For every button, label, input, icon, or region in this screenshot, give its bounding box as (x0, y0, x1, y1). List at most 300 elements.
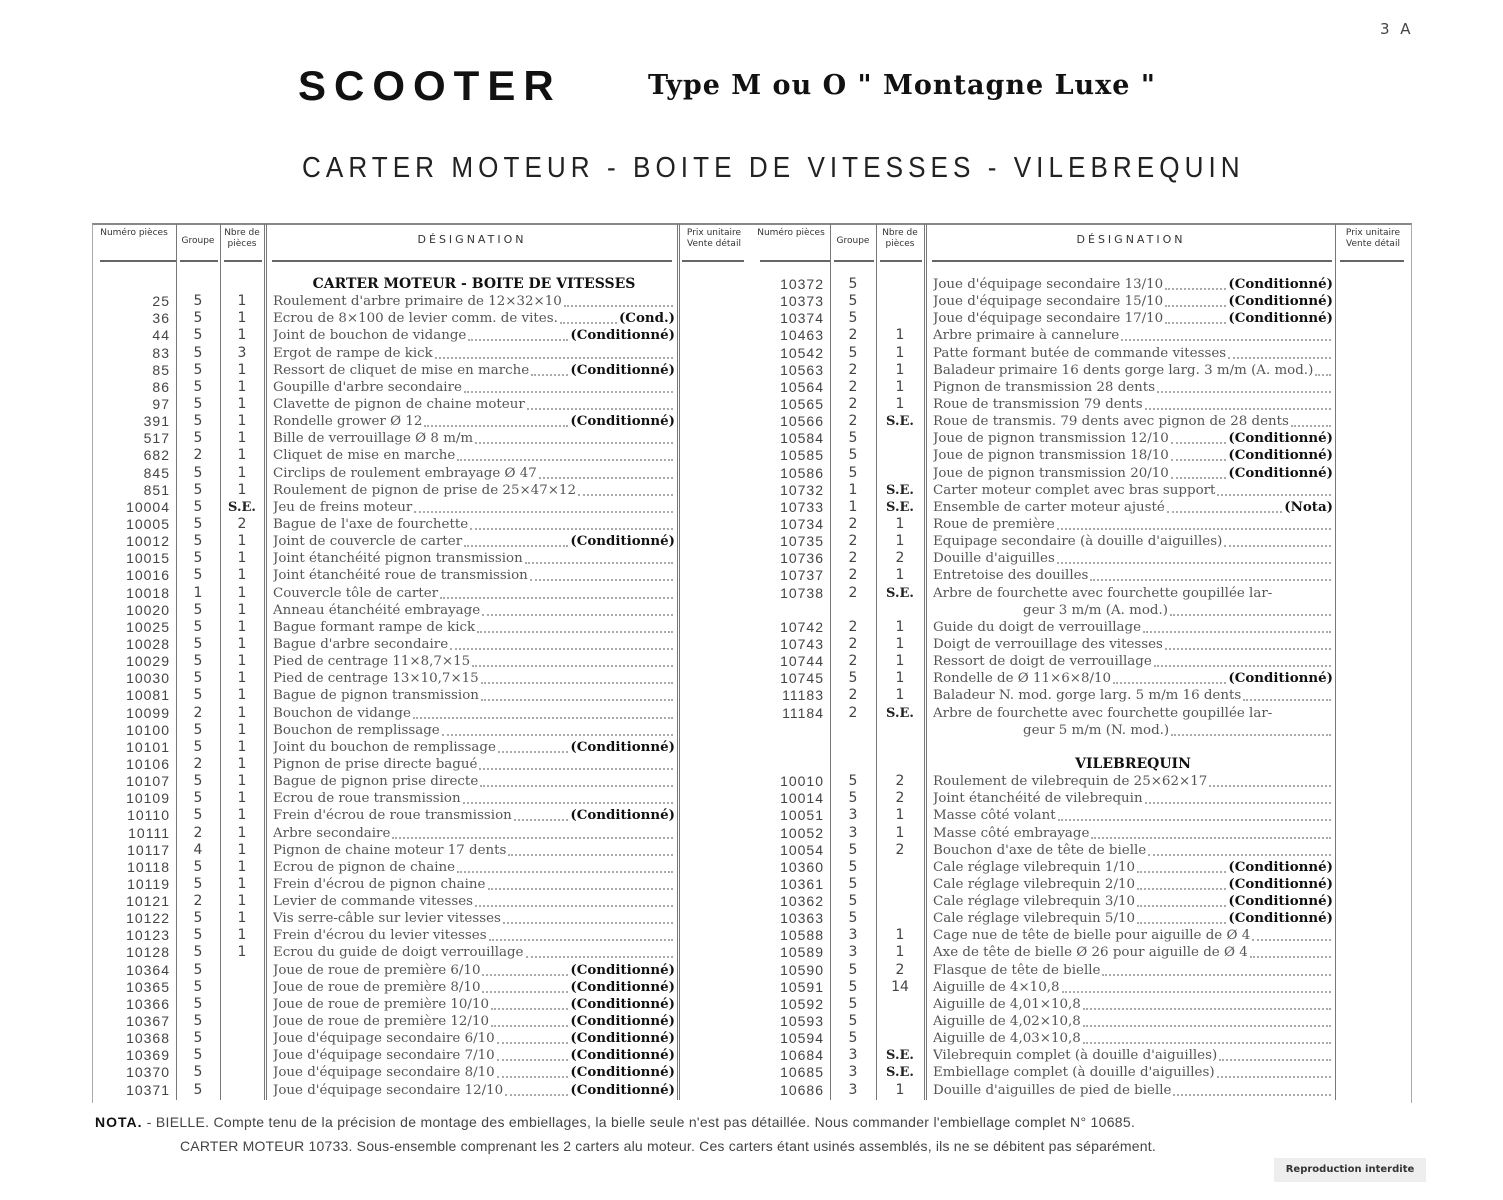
leader-dots (475, 430, 673, 444)
group: 2 (848, 327, 858, 344)
designation (273, 276, 675, 293)
designation (273, 636, 675, 653)
leader-dots (1171, 465, 1227, 479)
group: 5 (193, 1047, 203, 1064)
designation (273, 293, 675, 310)
designation (933, 1047, 1333, 1064)
quantity: 1 (237, 858, 247, 875)
quantity: 2 (895, 773, 905, 790)
group: 3 (848, 824, 858, 841)
leader-dots (497, 1047, 569, 1061)
designation (273, 1013, 675, 1030)
leader-dots (505, 1082, 568, 1096)
leader-dots (1170, 602, 1331, 616)
condition-note: (Conditionné) (1228, 910, 1333, 927)
quantity: 1 (895, 533, 905, 550)
designation-text: Doigt de verrouillage des vitesses (933, 636, 1163, 652)
leader-dots (482, 602, 673, 616)
table-row (92, 1082, 750, 1099)
designation (273, 396, 675, 413)
condition-note: (Conditionné) (1228, 893, 1333, 910)
group: 3 (848, 1047, 858, 1064)
leader-dots (530, 567, 673, 581)
group: 2 (848, 515, 858, 532)
condition-note: (Conditionné) (1228, 447, 1333, 464)
table-row (92, 687, 750, 704)
leader-dots (481, 687, 673, 701)
condition-note: (Conditionné) (570, 413, 675, 430)
designation (933, 413, 1333, 430)
part-number: 10106 (126, 755, 170, 772)
designation-text: Pied de centrage 13×10,7×15 (273, 671, 479, 687)
table-row (752, 687, 1410, 704)
table-row (752, 670, 1410, 687)
group: 5 (193, 944, 203, 961)
designation-text: Cale réglage vilebrequin 5/10 (933, 911, 1135, 927)
leader-dots (1228, 345, 1331, 359)
designation (933, 910, 1333, 927)
group: 2 (848, 413, 858, 430)
table-row (92, 636, 750, 653)
leader-dots (1083, 996, 1331, 1010)
quantity: 2 (895, 961, 905, 978)
designation (273, 327, 675, 344)
designation (273, 567, 675, 584)
leader-dots (440, 585, 673, 599)
part-number: 10028 (126, 635, 170, 652)
table-row (92, 550, 750, 567)
leader-dots (1217, 482, 1331, 496)
group: 5 (193, 361, 203, 378)
table-row (752, 276, 1410, 293)
designation (273, 790, 675, 807)
quantity: 1 (237, 721, 247, 738)
designation-text: Aiguille de 4×10,8 (933, 979, 1060, 995)
section-heading-row (752, 756, 1410, 773)
designation-text: Flasque de tête de bielle (933, 962, 1101, 978)
designation (933, 825, 1333, 842)
leader-dots (514, 807, 569, 821)
table-row (752, 1047, 1410, 1064)
header-designation: DÉSIGNATION (1076, 233, 1186, 246)
designation-text: Pied de centrage 11×8,7×15 (273, 654, 471, 670)
leader-dots (1154, 653, 1331, 667)
group: 2 (848, 704, 858, 721)
leader-dots (475, 893, 673, 907)
table-row (92, 756, 750, 773)
designation (273, 944, 675, 961)
group: 5 (193, 978, 203, 995)
designation-text: Circlips de roulement embrayage Ø 47 (273, 465, 537, 481)
leader-dots (1090, 567, 1331, 581)
designation (933, 944, 1333, 961)
table-row (752, 842, 1410, 859)
quantity: 1 (895, 824, 905, 841)
designation-text: Roulement de pignon de prise de 25×47×12 (273, 482, 576, 498)
group: 5 (193, 927, 203, 944)
condition-note: (Cond.) (618, 310, 675, 327)
designation-text: Joue d'équipage secondaire 8/10 (273, 1065, 495, 1081)
condition-note: (Conditionné) (1228, 670, 1333, 687)
quantity: 1 (895, 1081, 905, 1098)
designation-text: Joue de pignon transmission 12/10 (933, 431, 1169, 447)
quantity: 1 (237, 533, 247, 550)
group: 5 (193, 858, 203, 875)
quantity: 1 (237, 910, 247, 927)
leader-dots (1315, 362, 1331, 376)
designation-text: Joue de roue de première 8/10 (273, 979, 481, 995)
part-number: 10686 (780, 1081, 824, 1098)
designation (273, 687, 675, 704)
group: 5 (193, 961, 203, 978)
table-row (92, 293, 750, 310)
leader-dots (1252, 927, 1331, 941)
part-number: 44 (152, 327, 170, 344)
leader-dots (1143, 619, 1331, 633)
quantity: 1 (237, 704, 247, 721)
table-row (752, 859, 1410, 876)
condition-note: (Conditionné) (1228, 310, 1333, 327)
part-number: 10362 (780, 893, 824, 910)
leader-dots (1171, 447, 1227, 461)
part-number: 10363 (780, 910, 824, 927)
part-number: 10111 (128, 824, 170, 841)
section-title: CARTER MOTEUR - BOITE DE VITESSES - VILEBREQUIN (302, 152, 1245, 184)
quantity: 1 (895, 618, 905, 635)
designation (273, 756, 675, 773)
part-number: 391 (143, 413, 170, 430)
leader-dots (1171, 722, 1331, 736)
group: 5 (848, 961, 858, 978)
designation (273, 670, 675, 687)
designation (933, 756, 1333, 773)
part-number: 10101 (126, 738, 170, 755)
leader-dots (497, 1064, 569, 1078)
leader-dots (463, 790, 673, 804)
table-row (752, 653, 1410, 670)
designation-text: Frein d'écrou de pignon chaine (273, 876, 486, 892)
table-row (752, 396, 1410, 413)
designation-text: Joue d'équipage secondaire 12/10 (273, 1082, 504, 1098)
group: 5 (193, 1064, 203, 1081)
designation (933, 893, 1333, 910)
leader-dots (435, 345, 673, 359)
table-row (92, 927, 750, 944)
group: 3 (848, 807, 858, 824)
group: 5 (193, 1013, 203, 1030)
table-row (92, 773, 750, 790)
quantity: S.E. (886, 414, 914, 430)
designation (933, 670, 1333, 687)
part-number: 86 (152, 378, 170, 395)
designation-text: Aiguille de 4,01×10,8 (933, 996, 1081, 1012)
designation (273, 653, 675, 670)
quantity: 14 (891, 978, 909, 995)
table-row (92, 979, 750, 996)
group: 5 (193, 310, 203, 327)
designation (933, 345, 1333, 362)
group: 2 (848, 584, 858, 601)
part-number: 10592 (780, 995, 824, 1012)
quantity: 1 (237, 790, 247, 807)
leader-dots (498, 739, 568, 753)
group: 2 (848, 687, 858, 704)
designation-text: Joue d'équipage secondaire 6/10 (273, 1031, 495, 1047)
table-row (752, 1013, 1410, 1030)
designation (933, 465, 1333, 482)
leader-dots (1091, 825, 1331, 839)
part-number: 10566 (780, 413, 824, 430)
part-number: 10052 (780, 824, 824, 841)
designation-text: Goupille d'arbre secondaire (273, 379, 462, 395)
part-number: 10020 (126, 601, 170, 618)
leader-dots (482, 962, 568, 976)
table-row (752, 585, 1410, 602)
quantity: S.E. (886, 499, 914, 515)
group: 2 (193, 447, 203, 464)
table-row (752, 465, 1410, 482)
table-row (92, 705, 750, 722)
condition-note: (Conditionné) (1228, 858, 1333, 875)
quantity: S.E. (886, 585, 914, 601)
table-row (92, 619, 750, 636)
designation-text: Joue de roue de première 6/10 (273, 962, 481, 978)
table-row (752, 602, 1410, 619)
group: 5 (193, 293, 203, 310)
designation-text: Joint étanchéité pignon transmission (273, 551, 523, 567)
designation (273, 842, 675, 859)
designation (933, 585, 1333, 602)
quantity: 1 (237, 361, 247, 378)
part-number: 10109 (126, 790, 170, 807)
table-row (92, 396, 750, 413)
group: 5 (848, 670, 858, 687)
group: 5 (848, 464, 858, 481)
part-number: 10370 (126, 1064, 170, 1081)
designation-text: geur 3 m/m (A. mod.) (1023, 602, 1168, 618)
designation-text: Patte formant butée de commande vitesses (933, 345, 1227, 361)
quantity: 1 (895, 361, 905, 378)
group: 5 (848, 293, 858, 310)
designation-text: Joint étanchéité de vilebrequin (933, 791, 1143, 807)
part-number: 10591 (780, 978, 824, 995)
designation-text: Joue de pignon transmission 20/10 (933, 465, 1169, 481)
designation (933, 687, 1333, 704)
group: 5 (193, 533, 203, 550)
designation-text: Cliquet de mise en marche (273, 448, 456, 464)
designation-text: Ressort de doigt de verrouillage (933, 654, 1152, 670)
leader-dots (560, 310, 617, 324)
quantity: 1 (237, 670, 247, 687)
condition-note: (Conditionné) (1228, 464, 1333, 481)
designation (273, 345, 675, 362)
designation (273, 705, 675, 722)
leader-dots (1171, 430, 1227, 444)
group: 3 (848, 1081, 858, 1098)
designation-text: Joue de pignon transmission 18/10 (933, 448, 1169, 464)
designation (933, 499, 1333, 516)
rows-left (92, 276, 750, 1099)
table-row (92, 962, 750, 979)
leader-dots (482, 979, 568, 993)
part-number: 11184 (782, 704, 824, 721)
part-number: 10054 (780, 841, 824, 858)
designation (933, 859, 1333, 876)
designation-text: Joint de bouchon de vidange (273, 328, 467, 344)
table-row (752, 790, 1410, 807)
group: 5 (193, 413, 203, 430)
table-row (752, 413, 1410, 430)
table-row (92, 670, 750, 687)
leader-dots (392, 825, 673, 839)
group: 5 (848, 858, 858, 875)
table-row (752, 944, 1410, 961)
condition-note: (Conditionné) (570, 1064, 675, 1081)
leader-dots (457, 447, 673, 461)
designation (933, 310, 1333, 327)
rows-right (752, 276, 1410, 1099)
table-row (752, 550, 1410, 567)
table-row (92, 362, 750, 379)
part-number: 10365 (126, 978, 170, 995)
group: 5 (193, 995, 203, 1012)
part-number: 10360 (780, 858, 824, 875)
table-row (752, 447, 1410, 464)
quantity: 1 (237, 464, 247, 481)
designation-text: Frein d'écrou de roue transmission (273, 808, 512, 824)
condition-note: (Conditionné) (570, 961, 675, 978)
designation (273, 430, 675, 447)
group: 5 (848, 910, 858, 927)
parts-table-left (92, 224, 750, 1100)
table-row (752, 876, 1410, 893)
quantity: 1 (895, 670, 905, 687)
table-row (752, 825, 1410, 842)
designation (273, 533, 675, 550)
designation-text: Guide du doigt de verrouillage (933, 619, 1141, 635)
designation-text: Joue de roue de première 10/10 (273, 996, 489, 1012)
group: 5 (193, 395, 203, 412)
part-number: 10018 (126, 584, 170, 601)
table-row (92, 516, 750, 533)
table-row (752, 327, 1410, 344)
group: 1 (193, 584, 203, 601)
group: 5 (848, 344, 858, 361)
designation-text: Jeu de freins moteur (273, 499, 413, 515)
table-row (92, 807, 750, 824)
quantity: 1 (895, 327, 905, 344)
designation-text: Bague de pignon transmission (273, 688, 479, 704)
part-number: 10684 (780, 1047, 824, 1064)
table-row (752, 567, 1410, 584)
group: 5 (193, 738, 203, 755)
quantity: 1 (895, 944, 905, 961)
table-row (92, 482, 750, 499)
designation-text: Joint étanchéité roue de transmission (273, 568, 528, 584)
designation (273, 962, 675, 979)
quantity: S.E. (886, 1065, 914, 1081)
part-number: 10015 (126, 550, 170, 567)
group: 2 (848, 618, 858, 635)
quantity: 1 (237, 687, 247, 704)
table-row (752, 807, 1410, 824)
designation-text: Roulement de vilebrequin de 25×62×17 (933, 774, 1208, 790)
leader-dots (1243, 687, 1331, 701)
part-number: 10051 (780, 807, 824, 824)
designation-text: Bouchon de remplissage (273, 722, 440, 738)
part-number: 10372 (780, 276, 824, 292)
table-row (752, 739, 1410, 756)
part-number: 10586 (780, 464, 824, 481)
leader-dots (531, 362, 568, 376)
designation (933, 379, 1333, 396)
designation (933, 396, 1333, 413)
table-row (752, 379, 1410, 396)
part-number: 97 (152, 395, 170, 412)
designation-text: Joue d'équipage secondaire 7/10 (273, 1048, 495, 1064)
designation-text: Bille de verrouillage Ø 8 m/m (273, 431, 474, 447)
quantity: 1 (237, 824, 247, 841)
part-number: 10564 (780, 378, 824, 395)
quantity: 1 (237, 755, 247, 772)
table-row (752, 533, 1410, 550)
condition-note: (Nota) (1284, 498, 1333, 515)
quantity: 1 (237, 447, 247, 464)
condition-note: (Conditionné) (570, 1013, 675, 1030)
quantity: S.E. (886, 1048, 914, 1064)
leader-dots (477, 619, 673, 633)
table-row (92, 653, 750, 670)
quantity: S.E. (886, 705, 914, 721)
designation (933, 962, 1333, 979)
designation-text: Vis serre-câble sur levier vitesses (273, 911, 501, 927)
designation-text: Rondelle grower Ø 12 (273, 414, 423, 430)
nota-label: NOTA. (95, 1114, 143, 1130)
designation (273, 910, 675, 927)
designation-text: Joint du bouchon de remplissage (273, 739, 496, 755)
designation-text: Masse côté volant (933, 808, 1056, 824)
part-number: 36 (152, 310, 170, 327)
designation (933, 636, 1333, 653)
leader-dots (564, 293, 673, 307)
header-designation: DÉSIGNATION (417, 233, 527, 246)
leader-dots (1062, 979, 1332, 993)
group: 5 (848, 893, 858, 910)
designation-text: Douille d'aiguilles (933, 551, 1055, 567)
nota-line-1 (95, 1114, 1135, 1130)
designation-text: Joue d'équipage secondaire 13/10 (933, 277, 1164, 292)
designation-text: Joue d'équipage secondaire 17/10 (933, 311, 1164, 327)
table-row (92, 585, 750, 602)
designation (933, 516, 1333, 533)
part-number: 10118 (127, 858, 170, 875)
designation (273, 807, 675, 824)
condition-note: (Conditionné) (1228, 430, 1333, 447)
group: 2 (848, 567, 858, 584)
leader-dots (1291, 413, 1331, 427)
leader-dots (1057, 516, 1331, 530)
designation-text: Bague formant rampe de kick (273, 619, 476, 635)
table-row (92, 825, 750, 842)
leader-dots (1102, 962, 1331, 976)
designation (933, 550, 1333, 567)
table-row (752, 362, 1410, 379)
leader-dots (489, 927, 673, 941)
designation (273, 739, 675, 756)
quantity: 2 (895, 841, 905, 858)
group: 5 (848, 1013, 858, 1030)
condition-note: (Conditionné) (1228, 276, 1333, 292)
